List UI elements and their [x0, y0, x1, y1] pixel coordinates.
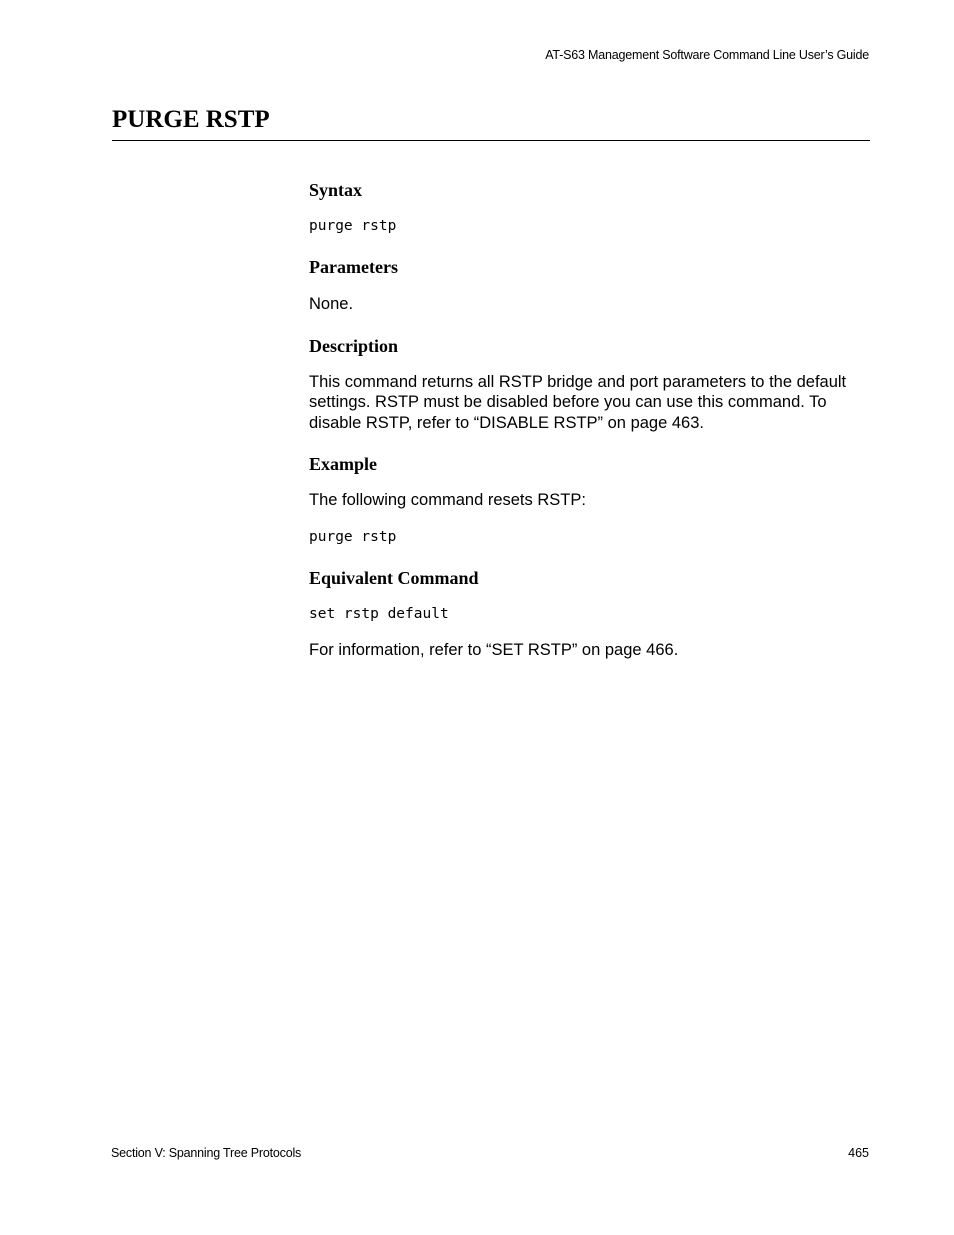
page-title: PURGE RSTP — [112, 106, 270, 133]
example-heading: Example — [309, 454, 378, 474]
equivalent-command-text: For information, refer to “SET RSTP” on page 466. — [309, 640, 679, 659]
footer-page-number: 465 — [848, 1146, 869, 1160]
parameters-heading: Parameters — [309, 257, 398, 277]
title-rule — [112, 140, 870, 141]
parameters-text: None. — [309, 295, 354, 313]
syntax-heading: Syntax — [309, 180, 363, 200]
example-code: purge rstp — [309, 528, 397, 545]
content-body — [309, 178, 879, 660]
footer-section: Section V: Spanning Tree Protocols — [111, 1146, 302, 1160]
example-text: The following command resets RSTP: — [309, 491, 586, 509]
syntax-code: purge rstp — [309, 218, 397, 234]
description-text: This command returns all RSTP bridge and port parameters to the default settings. RSTP must be disabled before you can use this command. To disable RSTP, refer to “DISABLE RSTP” on page 463. — [309, 372, 847, 432]
equivalent-command-heading: Equivalent Command — [309, 567, 479, 588]
running-header: AT-S63 Management Software Command Line User’s Guide — [545, 48, 869, 62]
equivalent-command-code: set rstp default — [309, 605, 449, 622]
description-heading: Description — [309, 335, 398, 356]
